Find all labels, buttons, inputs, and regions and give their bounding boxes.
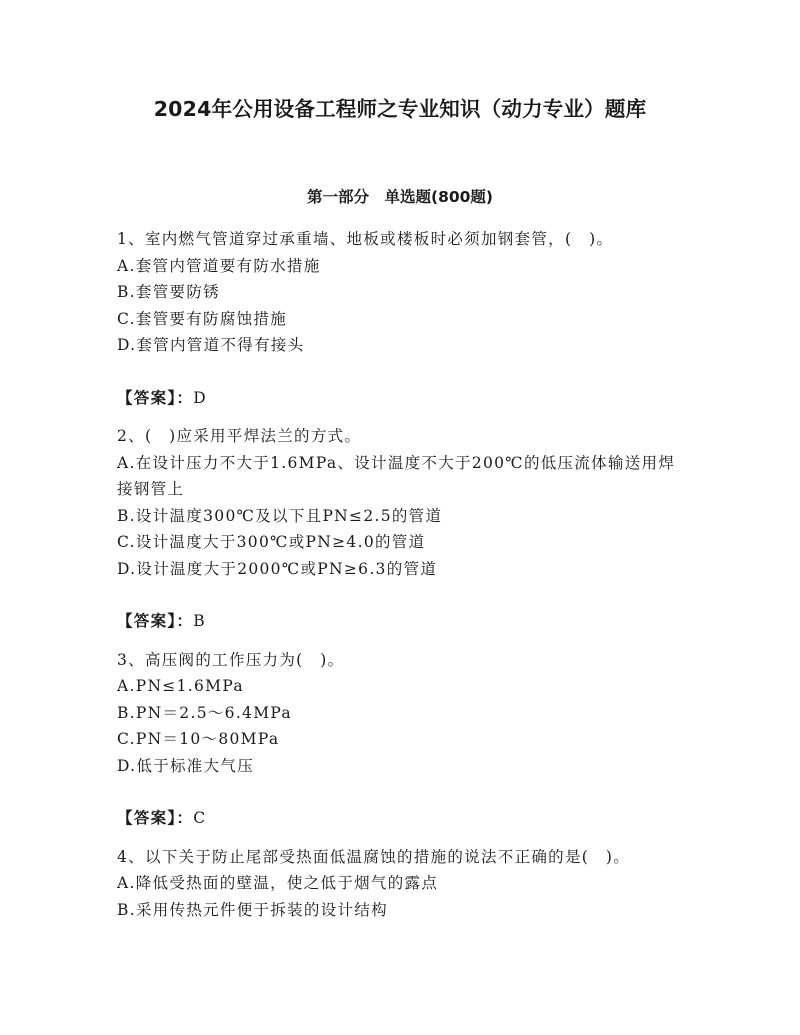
option-a: A.降低受热面的壁温，使之低于烟气的露点	[117, 874, 439, 892]
question-3	[117, 647, 717, 832]
option-b: B.采用传热元件便于拆装的设计结构	[117, 900, 388, 919]
answer-label: 【答案】：	[117, 809, 194, 827]
option-b: B.PN＝2.5～6.4MPa	[117, 703, 292, 722]
option-a: A.套管内管道要有防水措施	[117, 256, 321, 275]
question-stem: 4、以下关于防止尾部受热面低温腐蚀的措施的说法不正确的是( )。	[117, 847, 631, 866]
question-4	[117, 844, 717, 924]
option-d: D.低于标准大气压	[117, 756, 255, 775]
option-c: C.设计温度大于300℃或PN≥4.0的管道	[117, 533, 426, 551]
section-heading: 第一部分 单选题(800题)	[306, 188, 494, 206]
question-list	[117, 226, 717, 923]
answer-label: 【答案】：	[117, 612, 194, 630]
answer-label: 【答案】：	[117, 388, 194, 407]
answer-line	[117, 608, 717, 635]
document-title: 2024年公用设备工程师之专业知识（动力专业）题库	[153, 97, 647, 121]
answer-value: C	[193, 809, 207, 827]
question-stem: 3、高压阀的工作压力为( )。	[117, 650, 345, 669]
answer-value: D	[193, 388, 207, 407]
answer-value: B	[193, 612, 206, 630]
option-d: D.套管内管道不得有接头	[117, 336, 305, 354]
option-c: C.套管要有防腐蚀措施	[117, 309, 288, 328]
question-stem: 1、室内燃气管道穿过承重墙、地板或楼板时必须加钢套管，( )。	[117, 230, 614, 248]
question-stem: 2、( )应采用平焊法兰的方式。	[117, 427, 362, 445]
option-c: C.PN＝10～80MPa	[117, 730, 280, 748]
question-1	[117, 226, 717, 411]
option-a: A.在设计压力不大于1.6MPa、设计温度不大于200℃的低压流体输送用焊接钢管上	[117, 453, 676, 498]
option-b: B.设计温度300℃及以下且PN≤2.5的管道	[117, 506, 443, 525]
answer-line	[117, 385, 717, 412]
option-d: D.设计温度大于2000℃或PN≥6.3的管道	[117, 559, 438, 578]
answer-line	[117, 805, 717, 832]
option-a: A.PN≤1.6MPa	[117, 677, 244, 695]
question-2	[117, 423, 717, 635]
option-b: B.套管要防锈	[117, 283, 220, 301]
